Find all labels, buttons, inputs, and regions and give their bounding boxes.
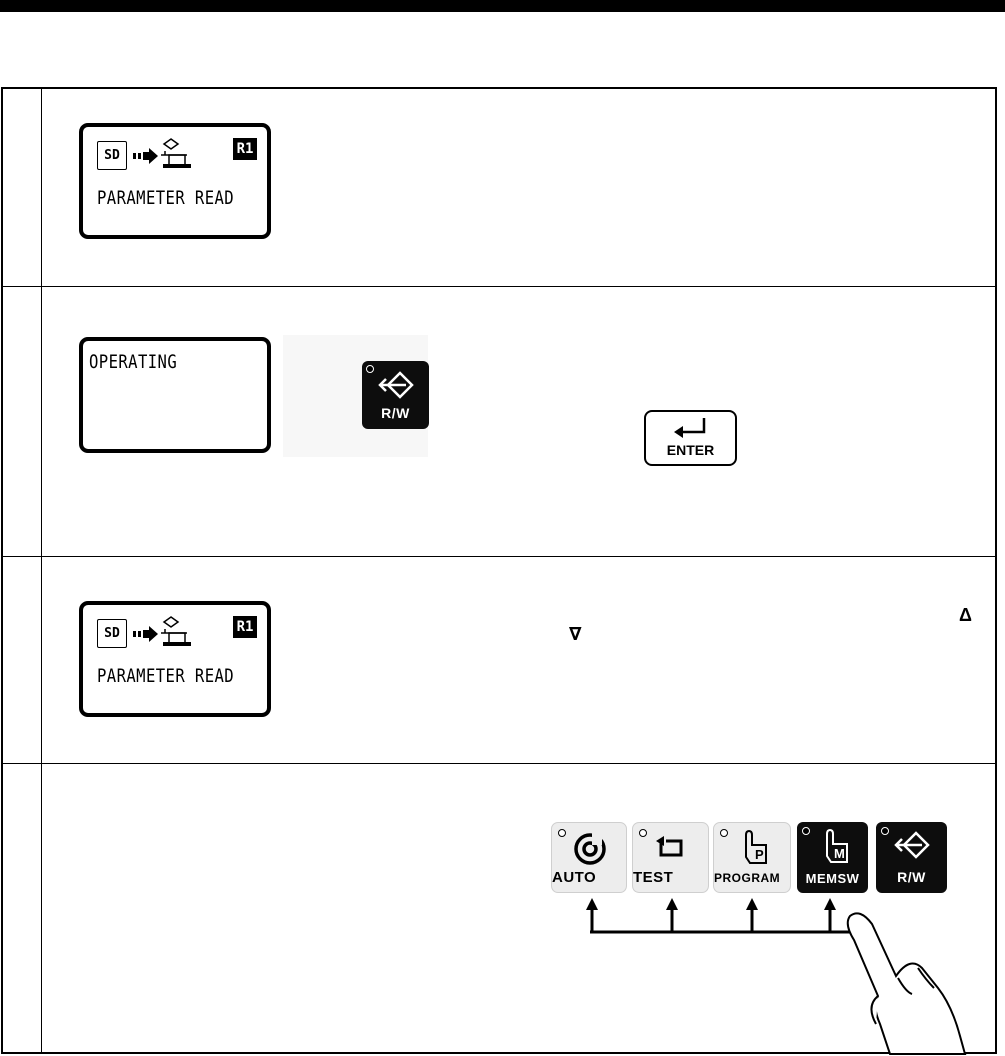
enter-key[interactable]: [644, 410, 737, 466]
led-indicator: [720, 829, 728, 837]
rw-button-label: R/W: [897, 869, 926, 885]
rw-key-label: R/W: [381, 405, 410, 421]
led-indicator: [881, 827, 889, 835]
hand-m-icon: [817, 826, 851, 866]
memsw-button-label: MEMSW: [805, 871, 860, 886]
down-key-symbol: ∇: [569, 624, 582, 644]
auto-button-label: AUTO: [552, 869, 597, 886]
rw-key[interactable]: [362, 361, 429, 429]
led-indicator: [802, 827, 810, 835]
auto-swirl-icon: [572, 831, 608, 867]
step-divider: [41, 764, 42, 1054]
test-button-label: TEST: [633, 869, 674, 886]
led-indicator: [558, 829, 566, 837]
lcd-text: PARAMETER READ: [97, 665, 235, 687]
read-write-arrow-icon: [894, 830, 930, 860]
rw-button[interactable]: [876, 822, 947, 893]
read-write-arrow-icon: [378, 370, 414, 400]
enter-key-label: ENTER: [666, 442, 715, 458]
r1-badge: R1: [233, 616, 257, 638]
auto-button[interactable]: [551, 822, 627, 893]
step-row-1: [3, 89, 995, 287]
pointing-finger-icon: [848, 913, 965, 1054]
sd-card-label: SD: [97, 619, 127, 648]
step-divider: [41, 557, 42, 763]
lcd-text: PARAMETER READ: [97, 187, 235, 209]
step-row-2: [3, 287, 995, 557]
up-key-symbol: Δ: [959, 605, 972, 625]
cycle-arrow-diagram: [560, 896, 980, 1056]
enter-arrow-icon: [672, 416, 712, 442]
svg-text:M: M: [834, 846, 845, 861]
hand-p-icon: [736, 827, 770, 867]
test-button[interactable]: [632, 822, 709, 893]
sd-to-machine-icon: [131, 137, 221, 173]
step-divider: [41, 287, 42, 556]
led-indicator: [639, 829, 647, 837]
led-indicator: [366, 365, 374, 373]
step-row-3: [3, 557, 995, 764]
sd-card-label: SD: [97, 141, 127, 170]
sd-to-machine-icon: [131, 615, 221, 651]
lcd-operating: [79, 337, 271, 453]
lcd-parameter-read: [79, 601, 271, 717]
memsw-button[interactable]: [797, 822, 868, 893]
top-rule: [0, 0, 1005, 12]
return-arrow-icon: [654, 835, 688, 863]
lcd-text: OPERATING: [89, 351, 178, 373]
r1-badge: R1: [233, 138, 257, 160]
svg-text:P: P: [755, 847, 764, 862]
program-button-label: PROGRAM: [714, 871, 781, 885]
program-button[interactable]: [713, 822, 791, 893]
step-divider: [41, 89, 42, 286]
lcd-parameter-read: [79, 123, 271, 239]
